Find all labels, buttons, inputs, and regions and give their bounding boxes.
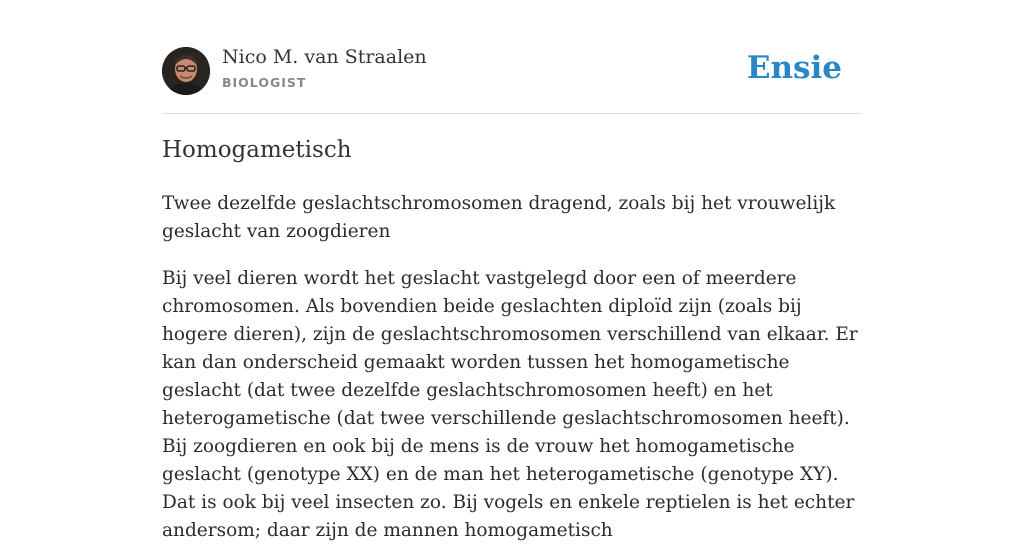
- ensie-logo[interactable]: Ensie: [746, 50, 842, 86]
- article-body: Bij veel dieren wordt het geslacht vastgelegd door een of meerdere chromosomen. Als bovendien beide geslachten diploïd zijn (zoals bij hogere dieren), zijn de geslachtschromosomen verschillend van elkaar. Er kan dan onderscheid gemaakt worden tussen het homogametische geslacht (dat twee dezelfde geslachtschromosomen heeft) en het heterogametische (dat twee verschillende geslachtschromosomen heeft). Bij zoogdieren en ook bij de mens is de vrouw het homogametische geslacht (genotype XX) en de man het heterogametische (genotype XY). Dat is ook bij veel insecten zo. Bij vogels en enkele reptielen is het echter andersom; daar zijn de mannen homogametisch: [162, 268, 858, 541]
- author-header: [162, 40, 862, 114]
- author-photo: [162, 47, 210, 95]
- page-title: Homogametisch: [162, 137, 352, 163]
- avatar[interactable]: [162, 47, 210, 95]
- author-name[interactable]: Nico M. van Straalen: [222, 46, 427, 68]
- author-role: BIOLOGIST: [222, 75, 307, 90]
- article-summary: Twee dezelfde geslachtschromosomen dragend, zoals bij het vrouwelijk geslacht van zoogdieren: [162, 193, 836, 242]
